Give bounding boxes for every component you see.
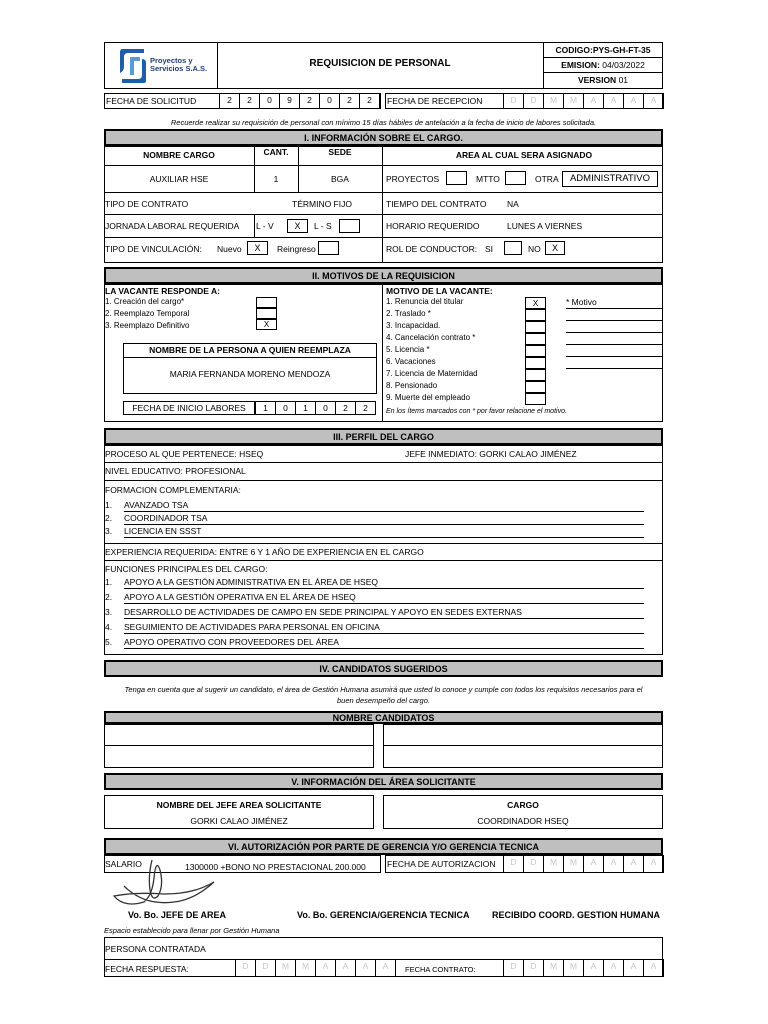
inicio-digit-2: 1 — [295, 401, 316, 415]
candidatos-note-1: Tenga en cuenta que al sugerir un candidato, el área de Gestión Humana asumirá que usted lo conoce y cumple con todos los requisitos necesarios para el — [124, 685, 643, 694]
vacante-title: LA VACANTE RESPONDE A: — [105, 286, 220, 296]
motivo-item: 6. Vacaciones — [386, 357, 436, 366]
fecha-autorizacion-digit-6[interactable]: A — [623, 855, 644, 873]
jefe-inmediato-text: JEFE INMEDIATO: GORKI CALAO JIMÉNEZ — [405, 449, 577, 459]
fecha-respuesta-digit-4[interactable]: A — [315, 959, 336, 977]
col-cant: CANT. — [263, 147, 289, 157]
proyectos-label: PROYECTOS — [386, 174, 440, 184]
motivo-checkbox[interactable] — [525, 309, 546, 321]
fecha-recepcion-digit-2[interactable]: M — [543, 93, 564, 109]
jefe-area-value: GORKI CALAO JIMÉNEZ — [190, 816, 288, 826]
fecha-solicitud-label: FECHA DE SOLICITUD — [106, 96, 197, 106]
motivo-checkbox[interactable] — [525, 345, 546, 357]
company-name-1: Proyectos y — [150, 56, 193, 65]
fecha-autorizacion-digit-2[interactable]: M — [543, 855, 564, 873]
rol-conductor-label: ROL DE CONDUCTOR: — [386, 244, 478, 254]
funcion-line — [124, 603, 644, 604]
candidatos-note-2: buen desempeño del cargo. — [337, 696, 430, 705]
funcion-item: SEGUIMIENTO DE ACTIVIDADES PARA PERSONAL EN OFICINA — [124, 622, 380, 632]
persona-contratada-label: PERSONA CONTRATADA — [105, 944, 206, 954]
fecha-solicitud-digit-7: 2 — [359, 93, 380, 109]
fecha-autorizacion-digit-5[interactable]: A — [603, 855, 624, 873]
jornada-label: JORNADA LABORAL REQUERIDA — [105, 221, 240, 231]
fecha-autorizacion-digit-7[interactable]: A — [643, 855, 664, 873]
vacante-checkbox[interactable] — [256, 308, 277, 319]
motivo-item: 5. Licencia * — [386, 345, 430, 354]
salario-value: 1300000 +BONO NO PRESTACIONAL 200.000 — [185, 862, 366, 872]
inicio-labores-label: FECHA DE INICIO LABORES — [132, 403, 246, 413]
motivo-item: 9. Muerte del empleado — [386, 393, 471, 402]
vacante-checkbox[interactable] — [256, 297, 277, 308]
motivo-footnote: En los ítems marcados con * por favor relacione el motivo. — [386, 408, 567, 415]
fecha-solicitud-digit-4: 2 — [299, 93, 320, 109]
section-5-header: V. INFORMACIÓN DEL ÁREA SOLICITANTE — [104, 773, 663, 790]
motivo-checkbox[interactable] — [525, 381, 546, 393]
reingreso-checkbox[interactable] — [318, 241, 339, 255]
formacion-item: LICENCIA EN SSST — [124, 526, 202, 536]
funcion-num: 1. — [105, 577, 113, 587]
funcion-item: APOYO OPERATIVO CON PROVEEDORES DEL ÁREA — [124, 637, 339, 647]
motivo-item: 7. Licencia de Maternidad — [386, 369, 478, 378]
funcion-line — [124, 633, 644, 634]
funcion-item: APOYO A LA GESTIÓN OPERATIVA EN EL ÁREA DE HSEQ — [124, 592, 356, 602]
fecha-autorizacion-digit-1[interactable]: D — [523, 855, 544, 873]
jefe-area-col: NOMBRE DEL JEFE AREA SOLICITANTE — [156, 800, 322, 810]
proyectos-checkbox[interactable] — [446, 171, 467, 185]
funcion-num: 3. — [105, 607, 113, 617]
inicio-digit-0: 1 — [255, 401, 276, 415]
fecha-solicitud-digit-0: 2 — [219, 93, 240, 109]
ls-checkbox[interactable] — [339, 219, 360, 233]
fecha-autorizacion-digit-3[interactable]: M — [563, 855, 584, 873]
motivo-item: 8. Pensionado — [386, 381, 438, 390]
otra-label: OTRA — [535, 174, 559, 184]
fecha-respuesta-digit-1[interactable]: D — [255, 959, 276, 977]
fecha-contrato-digit-2[interactable]: M — [543, 959, 564, 977]
emision-line: EMISION: 04/03/2022 — [561, 60, 645, 70]
proceso-text: PROCESO AL QUE PERTENECE: HSEQ — [105, 449, 264, 459]
horario-value: LUNES A VIERNES — [507, 221, 583, 231]
experiencia-text: EXPERIENCIA REQUERIDA: ENTRE 6 Y 1 AÑO DE EXPERIENCIA EN EL CARGO — [105, 547, 424, 557]
vacante-item: 1. Creación del cargo* — [105, 297, 185, 306]
nombre-candidatos-header: NOMBRE CANDIDATOS — [104, 711, 663, 724]
motivo-line — [566, 320, 662, 321]
reemplaza-title: NOMBRE DE LA PERSONA A QUIEN REEMPLAZA — [149, 345, 351, 355]
motivo-column-label: * Motivo — [566, 297, 597, 307]
candidatos-right-box[interactable] — [383, 724, 663, 768]
salario-label: SALARIO — [105, 859, 142, 869]
motivo-line — [566, 332, 662, 333]
col-nombre-cargo: NOMBRE CARGO — [143, 150, 215, 160]
motivo-item: 3. Incapacidad. — [386, 321, 441, 330]
fecha-recepcion-digit-4[interactable]: A — [583, 93, 604, 109]
fecha-recepcion-digit-7[interactable]: A — [643, 93, 664, 109]
funcion-item: DESARROLLO DE ACTIVIDADES DE CAMPO EN SEDE PRINCIPAL Y APOYO EN SEDES EXTERNAS — [124, 607, 522, 617]
funciones-title: FUNCIONES PRINCIPALES DEL CARGO: — [105, 564, 268, 574]
fecha-contrato-digit-5[interactable]: A — [603, 959, 624, 977]
formacion-num: 1. — [105, 500, 113, 510]
motivo-checkbox[interactable]: X — [525, 297, 546, 309]
reingreso-label: Reingreso — [277, 244, 316, 254]
section-3-header: III. PERFIL DEL CARGO — [104, 428, 663, 445]
vacante-checkbox[interactable]: X — [256, 319, 277, 330]
si-label: SI — [485, 244, 494, 254]
fecha-respuesta-digit-7[interactable]: A — [375, 959, 396, 977]
nombre-cargo-value: AUXILIAR HSE — [149, 174, 209, 184]
fecha-autorizacion-digit-4[interactable]: A — [583, 855, 604, 873]
funcion-line — [124, 648, 644, 649]
mtto-label: MTTO — [476, 174, 500, 184]
no-label: NO — [528, 244, 541, 254]
motivo-title: MOTIVO DE LA VACANTE: — [386, 286, 493, 296]
code-line: CODIGO:PYS-GH-FT-35 — [555, 45, 651, 55]
section-2-header: II. MOTIVOS DE LA REQUISICION — [104, 267, 663, 284]
tipo-contrato-label: TIPO DE CONTRATO — [105, 199, 189, 209]
vacante-item: 3. Reemplazo Definitivo — [105, 321, 190, 330]
col-sede: SEDE — [328, 147, 352, 157]
no-checkbox[interactable]: X — [545, 241, 565, 255]
ls-label: L - S — [314, 221, 332, 231]
motivo-item: 1. Renuncia del titular — [386, 297, 464, 306]
funcion-line — [124, 618, 644, 619]
fecha-recepcion-digit-6[interactable]: A — [623, 93, 644, 109]
cargo-col: CARGO — [507, 800, 539, 810]
fecha-solicitud-digit-5: 0 — [319, 93, 340, 109]
inicio-digit-4: 2 — [335, 401, 356, 415]
fecha-solicitud-digit-1: 2 — [239, 93, 260, 109]
motivo-line — [566, 368, 662, 369]
col-area: AREA AL CUAL SERA ASIGNADO — [455, 150, 593, 160]
lv-checkbox[interactable]: X — [287, 219, 308, 233]
fecha-respuesta-digit-3[interactable]: M — [295, 959, 316, 977]
lv-label: L - V — [256, 221, 274, 231]
nuevo-checkbox[interactable]: X — [247, 241, 268, 255]
fecha-recepcion-digit-1[interactable]: D — [523, 93, 544, 109]
vacante-item: 2. Reemplazo Temporal — [105, 309, 190, 318]
section-6-header: VI. AUTORIZACIÓN POR PARTE DE GERENCIA Y/O GERENCIA TECNICA — [104, 838, 663, 855]
fecha-respuesta-digit-5[interactable]: A — [335, 959, 356, 977]
fecha-autorizacion-digit-0[interactable]: D — [503, 855, 524, 873]
fecha-recepcion-digit-5[interactable]: A — [603, 93, 624, 109]
formacion-num: 2. — [105, 513, 113, 523]
reemplaza-name: MARIA FERNANDA MORENO MENDOZA — [169, 369, 331, 379]
funcion-num: 5. — [105, 637, 113, 647]
motivo-line — [566, 344, 662, 345]
formacion-line — [124, 537, 644, 538]
fecha-respuesta-digit-2[interactable]: M — [275, 959, 296, 977]
fecha-recepcion-digit-3[interactable]: M — [563, 93, 584, 109]
fecha-contrato-digit-7[interactable]: A — [643, 959, 664, 977]
vb-gerencia: Vo. Bo. GERENCIA/GERENCIA TECNICA — [297, 910, 470, 920]
nuevo-label: Nuevo — [217, 244, 242, 254]
si-checkbox[interactable] — [504, 241, 522, 255]
motivo-item: 2. Traslado * — [386, 309, 431, 318]
formacion-item: AVANZADO TSA — [124, 500, 189, 510]
fecha-respuesta-digit-0[interactable]: D — [235, 959, 256, 977]
inicio-digit-3: 0 — [315, 401, 336, 415]
fecha-contrato-digit-1[interactable]: D — [523, 959, 544, 977]
tiempo-contrato-value: NA — [507, 199, 519, 209]
page-title: REQUISICION DE PERSONAL — [309, 58, 451, 69]
motivo-line — [566, 308, 662, 309]
fecha-contrato-label: FECHA CONTRATO: — [405, 965, 476, 974]
fecha-solicitud-digit-6: 2 — [339, 93, 360, 109]
inicio-digit-1: 0 — [275, 401, 296, 415]
company-name-2: Servicios S.A.S. — [150, 64, 208, 73]
horario-label: HORARIO REQUERIDO — [386, 221, 480, 231]
section-1-header: I. INFORMACIÓN SOBRE EL CARGO. — [104, 129, 663, 146]
tipo-contrato-value: TÉRMINO FIJO — [292, 199, 352, 209]
funcion-num: 4. — [105, 622, 113, 632]
funcion-line — [124, 588, 644, 589]
handwritten-signature — [104, 856, 224, 912]
gh-note: Espacio establecido para llenar por Gestión Humana — [104, 926, 280, 935]
cant-value: 1 — [273, 174, 279, 184]
formacion-title: FORMACION COMPLEMENTARIA: — [105, 485, 241, 495]
mtto-checkbox[interactable] — [505, 171, 526, 185]
nivel-educativo-text: NIVEL EDUCATIVO: PROFESIONAL — [105, 466, 246, 476]
inicio-digit-5: 2 — [355, 401, 376, 415]
fecha-recepcion-digit-0[interactable]: D — [503, 93, 524, 109]
formacion-item: COORDINADOR TSA — [124, 513, 208, 523]
motivo-checkbox[interactable] — [525, 333, 546, 345]
motivo-checkbox[interactable] — [525, 393, 546, 405]
formacion-line — [124, 524, 644, 525]
company-logo — [118, 47, 148, 85]
vb-jefe-area: Vo. Bo. JEFE DE AREA — [128, 910, 227, 920]
vinculacion-label: TIPO DE VINCULACIÓN: — [105, 244, 202, 254]
motivo-checkbox[interactable] — [525, 369, 546, 381]
fecha-solicitud-digit-2: 0 — [259, 93, 280, 109]
sede-value: BGA — [331, 174, 349, 184]
motivo-checkbox[interactable] — [525, 321, 546, 333]
funcion-item: APOYO A LA GESTIÓN ADMINISTRATIVA EN EL ÁREA DE HSEQ — [124, 577, 378, 587]
fecha-contrato-digit-3[interactable]: M — [563, 959, 584, 977]
funcion-num: 2. — [105, 592, 113, 602]
otra-field[interactable]: ADMINISTRATIVO — [562, 171, 658, 187]
recibido-gh: RECIBIDO COORD. GESTION HUMANA — [492, 910, 661, 920]
version-line: VERSION 01 — [577, 75, 629, 85]
notice-text: Recuerde realizar su requisición de personal con mínimo 15 días hábiles de antelación a la fecha de inicio de labores solicitada. — [170, 118, 597, 127]
cargo-value: COORDINADOR HSEQ — [477, 816, 569, 826]
motivo-line — [566, 356, 662, 357]
tiempo-contrato-label: TIEMPO DEL CONTRATO — [386, 199, 487, 209]
formacion-num: 3. — [105, 526, 113, 536]
fecha-solicitud-digit-3: 9 — [279, 93, 300, 109]
fecha-recepcion-label: FECHA DE RECEPCION — [387, 96, 483, 106]
fecha-contrato-digit-6[interactable]: A — [623, 959, 644, 977]
fecha-respuesta-digit-6[interactable]: A — [355, 959, 376, 977]
fecha-respuesta-label: FECHA RESPUESTA: — [105, 964, 189, 974]
fecha-contrato-digit-0[interactable]: D — [503, 959, 524, 977]
fecha-contrato-digit-4[interactable]: A — [583, 959, 604, 977]
fecha-autorizacion-label: FECHA DE AUTORIZACION — [387, 859, 496, 869]
section-4-header: IV. CANDIDATOS SUGERIDOS — [104, 660, 663, 677]
motivo-checkbox[interactable] — [525, 357, 546, 369]
candidatos-left-box[interactable] — [104, 724, 374, 768]
motivo-item: 4. Cancelación contrato * — [386, 333, 476, 342]
